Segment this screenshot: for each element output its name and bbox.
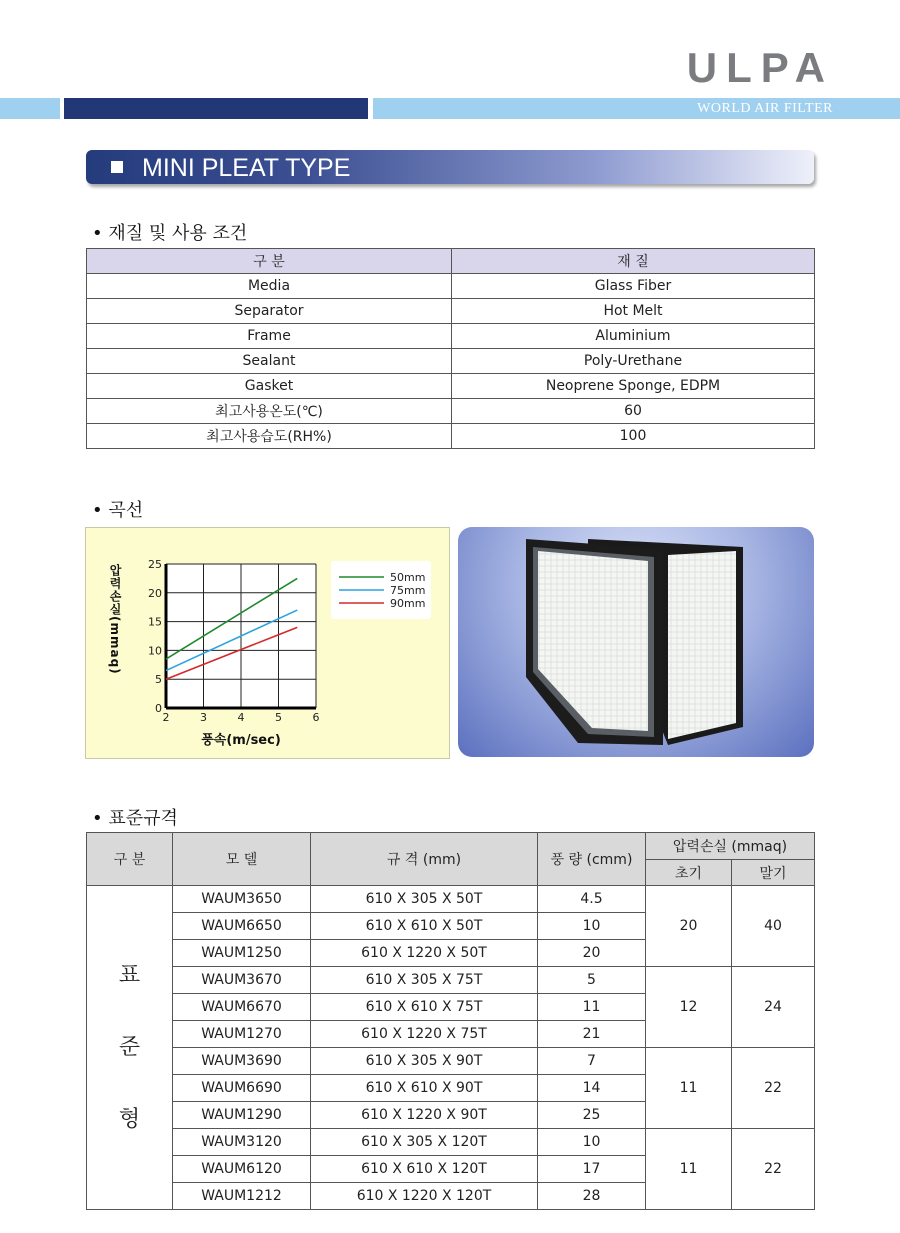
spec-size: 610 X 305 X 120T <box>311 1129 538 1156</box>
spec-size: 610 X 610 X 50T <box>311 913 538 940</box>
spec-model: WAUM1212 <box>173 1183 311 1210</box>
header-subtitle: WORLD AIR FILTER <box>697 101 833 116</box>
spec-flow: 25 <box>538 1102 646 1129</box>
spec-initial-loss: 11 <box>646 1048 732 1129</box>
spec-flow: 14 <box>538 1075 646 1102</box>
spec-category-char: 표 <box>118 962 141 988</box>
spec-col-initial: 초기 <box>646 860 732 886</box>
spec-final-loss: 22 <box>732 1129 815 1210</box>
spec-model: WAUM3670 <box>173 967 311 994</box>
materials-value: Neoprene Sponge, EDPM <box>452 374 815 399</box>
materials-row <box>87 424 815 449</box>
section-title: MINI PLEAT TYPE <box>142 154 351 182</box>
chart-x-tick: 6 <box>312 711 320 724</box>
spec-table <box>86 832 815 1210</box>
spec-model: WAUM3690 <box>173 1048 311 1075</box>
materials-table <box>86 248 815 449</box>
spec-col-model: 모 델 <box>173 833 311 886</box>
header-band-dark <box>64 98 368 119</box>
materials-row <box>87 349 815 374</box>
spec-initial-loss: 12 <box>646 967 732 1048</box>
materials-label: Sealant <box>87 349 452 374</box>
materials-label: Separator <box>87 299 452 324</box>
spec-model: WAUM1290 <box>173 1102 311 1129</box>
spec-model: WAUM1250 <box>173 940 311 967</box>
spec-flow: 5 <box>538 967 646 994</box>
spec-flow: 17 <box>538 1156 646 1183</box>
spec-initial-loss: 11 <box>646 1129 732 1210</box>
materials-value: Hot Melt <box>452 299 815 324</box>
spec-category-cell <box>87 886 173 1210</box>
chart-y-tick: 25 <box>148 558 162 571</box>
chart-x-tick: 4 <box>237 711 245 724</box>
spec-model: WAUM6120 <box>173 1156 311 1183</box>
spec-row <box>87 1129 815 1156</box>
spec-model: WAUM6690 <box>173 1075 311 1102</box>
materials-heading: • 재질 및 사용 조건 <box>92 223 248 244</box>
chart-svg <box>86 528 449 758</box>
chart-legend-label: 50mm <box>390 571 426 584</box>
spec-flow: 4.5 <box>538 886 646 913</box>
materials-value: Poly-Urethane <box>452 349 815 374</box>
spec-size: 610 X 1220 X 50T <box>311 940 538 967</box>
spec-flow: 10 <box>538 913 646 940</box>
filter-illustration <box>458 527 814 757</box>
chart-x-label: 풍속(m/sec) <box>201 733 281 748</box>
spec-col-category: 구 분 <box>87 833 173 886</box>
chart-legend-label: 90mm <box>390 597 426 610</box>
materials-value: 100 <box>452 424 815 449</box>
spec-col-size: 규 격 (mm) <box>311 833 538 886</box>
materials-value: 60 <box>452 399 815 424</box>
chart-x-tick: 2 <box>162 711 170 724</box>
spec-model: WAUM3650 <box>173 886 311 913</box>
spec-flow: 11 <box>538 994 646 1021</box>
spec-model: WAUM6650 <box>173 913 311 940</box>
spec-size: 610 X 1220 X 90T <box>311 1102 538 1129</box>
filter-product-photo <box>458 527 814 757</box>
spec-flow: 21 <box>538 1021 646 1048</box>
materials-col-material: 재 질 <box>452 249 815 274</box>
spec-size: 610 X 610 X 75T <box>311 994 538 1021</box>
chart-y-tick: 10 <box>148 644 162 658</box>
materials-label: Frame <box>87 324 452 349</box>
materials-row <box>87 374 815 399</box>
materials-value: Glass Fiber <box>452 274 815 299</box>
materials-row <box>87 399 815 424</box>
chart-x-tick: 5 <box>275 711 282 724</box>
chart-y-tick: 20 <box>148 586 162 600</box>
header-band-left <box>0 98 60 119</box>
spec-model: WAUM1270 <box>173 1021 311 1048</box>
materials-label: 최고사용온도(℃) <box>87 399 452 424</box>
materials-col-category: 구 분 <box>87 249 452 274</box>
chart-legend-label: 75mm <box>390 584 426 597</box>
spec-final-loss: 40 <box>732 886 815 967</box>
spec-size: 610 X 610 X 90T <box>311 1075 538 1102</box>
spec-flow: 10 <box>538 1129 646 1156</box>
spec-category-char: 준 <box>118 1034 141 1060</box>
spec-size: 610 X 305 X 90T <box>311 1048 538 1075</box>
chart-y-tick: 15 <box>148 615 162 629</box>
spec-model: WAUM3120 <box>173 1129 311 1156</box>
spec-model: WAUM6670 <box>173 994 311 1021</box>
spec-final-loss: 24 <box>732 967 815 1048</box>
materials-value: Aluminium <box>452 324 815 349</box>
spec-initial-loss: 20 <box>646 886 732 967</box>
materials-label: Media <box>87 274 452 299</box>
brand-logo: ULPA <box>686 44 834 91</box>
spec-col-final: 말기 <box>732 860 815 886</box>
spec-col-pressure: 압력손실 (mmaq) <box>646 833 815 860</box>
spec-size: 610 X 305 X 75T <box>311 967 538 994</box>
materials-row <box>87 324 815 349</box>
back-filter-media <box>668 551 736 739</box>
spec-flow: 20 <box>538 940 646 967</box>
spec-flow: 7 <box>538 1048 646 1075</box>
spec-col-flow: 풍 량 (cmm) <box>538 833 646 886</box>
materials-row <box>87 274 815 299</box>
spec-category-char: 형 <box>118 1106 141 1132</box>
spec-size: 610 X 1220 X 75T <box>311 1021 538 1048</box>
spec-size: 610 X 1220 X 120T <box>311 1183 538 1210</box>
materials-label: Gasket <box>87 374 452 399</box>
chart-y-label: 압력손실(mmaq) <box>108 564 122 675</box>
spec-size: 610 X 305 X 50T <box>311 886 538 913</box>
spec-final-loss: 22 <box>732 1048 815 1129</box>
spec-row <box>87 967 815 994</box>
spec-row <box>87 1048 815 1075</box>
materials-label: 최고사용습도(RH%) <box>87 424 452 449</box>
materials-header-row <box>87 249 815 274</box>
spec-heading: • 표준규격 <box>92 808 178 829</box>
chart-y-tick: 5 <box>155 673 162 687</box>
spec-row <box>87 886 815 913</box>
chart-y-tick: 0 <box>155 702 162 715</box>
spec-flow: 28 <box>538 1183 646 1210</box>
materials-row <box>87 299 815 324</box>
spec-header-row <box>87 833 815 860</box>
curve-heading: • 곡선 <box>92 500 144 521</box>
spec-size: 610 X 610 X 120T <box>311 1156 538 1183</box>
square-bullet-icon <box>111 161 123 173</box>
chart-x-tick: 3 <box>200 711 207 724</box>
pressure-loss-chart <box>85 527 450 759</box>
